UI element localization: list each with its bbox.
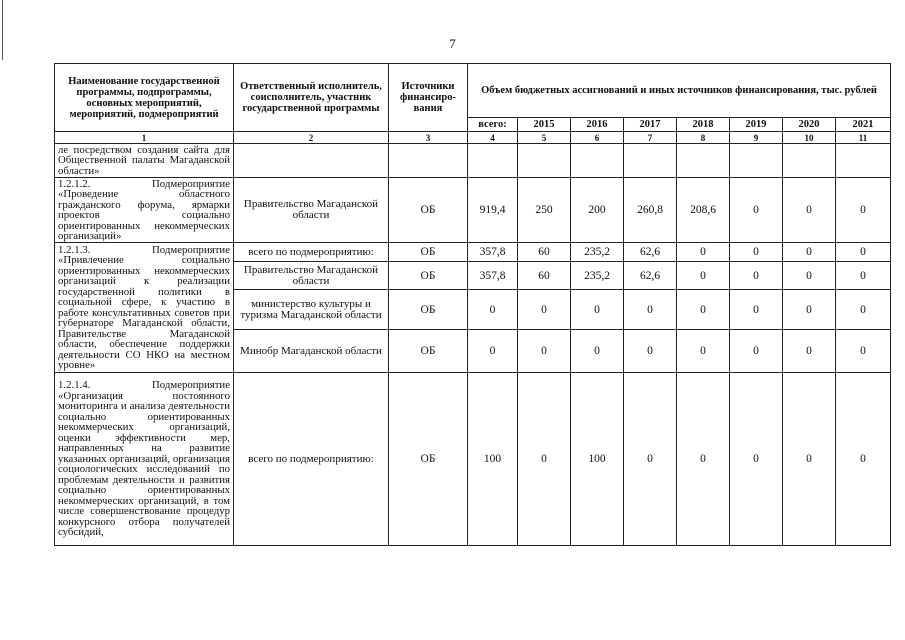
source-cell: ОБ [389, 290, 468, 330]
value-2021: 0 [836, 373, 891, 546]
source-cell: ОБ [389, 262, 468, 290]
column-number: 7 [624, 132, 677, 144]
value-total: 357,8 [468, 262, 518, 290]
empty-cell [389, 144, 468, 178]
value-2017: 0 [624, 290, 677, 330]
value-2016: 0 [571, 330, 624, 373]
value-2021: 0 [836, 262, 891, 290]
source-cell: ОБ [389, 373, 468, 546]
value-2019: 0 [730, 178, 783, 243]
value-2018: 208,6 [677, 178, 730, 243]
header-volume: Объем бюджетных ассигнований и иных источников финансирования, тыс. рублей [468, 64, 891, 118]
value-2015: 60 [518, 243, 571, 262]
value-2016: 200 [571, 178, 624, 243]
empty-cell [730, 144, 783, 178]
value-2021: 0 [836, 330, 891, 373]
empty-cell [783, 144, 836, 178]
value-total: 0 [468, 290, 518, 330]
budget-table [54, 63, 891, 546]
header-year: 2017 [624, 118, 677, 132]
value-2020: 0 [783, 178, 836, 243]
value-2015: 60 [518, 262, 571, 290]
executor-cell: Правительство Магаданской области [234, 178, 389, 243]
value-2020: 0 [783, 373, 836, 546]
table-row [55, 144, 891, 178]
value-2018: 0 [677, 243, 730, 262]
activity-name: 1.2.1.4. Подмероприятие «Организация постоянного мониторинга и анализа деятельности социально ориентированных некоммерческих организаций, оценки эффективности мер, направленных на развитие указанных организаций, организация социологических исследований по проблемам деятельности и развития социально ориентированных некоммерческих организаций, в том числе совершенствование процедур конкурсного отбора получателей субсидий, [55, 373, 234, 546]
value-2019: 0 [730, 330, 783, 373]
activity-name: 1.2.1.2. Подмероприятие «Проведение областного гражданского форума, ярмарки проектов социально ориентированных некоммерческих организаций» [55, 178, 234, 243]
header-year: 2019 [730, 118, 783, 132]
table-row [55, 178, 891, 243]
value-total: 357,8 [468, 243, 518, 262]
value-total: 100 [468, 373, 518, 546]
source-cell: ОБ [389, 330, 468, 373]
value-2016: 100 [571, 373, 624, 546]
empty-cell [836, 144, 891, 178]
value-2017: 62,6 [624, 243, 677, 262]
value-2015: 250 [518, 178, 571, 243]
value-2020: 0 [783, 262, 836, 290]
header-year: 2015 [518, 118, 571, 132]
value-2018: 0 [677, 330, 730, 373]
column-number: 11 [836, 132, 891, 144]
column-number: 4 [468, 132, 518, 144]
value-2016: 235,2 [571, 243, 624, 262]
value-2017: 0 [624, 330, 677, 373]
value-2021: 0 [836, 290, 891, 330]
value-2015: 0 [518, 330, 571, 373]
column-number-row [55, 132, 891, 144]
value-2021: 0 [836, 243, 891, 262]
header-executor: Ответственный исполнитель, соисполнитель, участник государственной программы [234, 64, 389, 132]
executor-cell: всего по подмероприятию: [234, 373, 389, 546]
value-total: 0 [468, 330, 518, 373]
column-number: 10 [783, 132, 836, 144]
table-row [55, 243, 891, 262]
value-2020: 0 [783, 243, 836, 262]
value-2017: 260,8 [624, 178, 677, 243]
activity-name: ле посредством создания сайта для Общественной палаты Магаданской области» [55, 144, 234, 178]
header-year: 2018 [677, 118, 730, 132]
value-2015: 0 [518, 290, 571, 330]
executor-cell: Правительство Магаданской области [234, 262, 389, 290]
value-2021: 0 [836, 178, 891, 243]
header-year: 2021 [836, 118, 891, 132]
empty-cell [234, 144, 389, 178]
value-2020: 0 [783, 330, 836, 373]
value-2015: 0 [518, 373, 571, 546]
value-2017: 0 [624, 373, 677, 546]
page-number: 7 [449, 36, 456, 51]
empty-cell [468, 144, 518, 178]
executor-cell: всего по подмероприятию: [234, 243, 389, 262]
empty-cell [677, 144, 730, 178]
value-total: 919,4 [468, 178, 518, 243]
column-number: 5 [518, 132, 571, 144]
header-source: Источники финансиро-вания [389, 64, 468, 132]
activity-name: 1.2.1.3. Подмероприятие «Привлечение социально ориентированных некоммерческих организаций к реализации государственной политики в социальной сфере, к участию в работе консультативных советов при губернаторе Магаданской области, Правительстве Магаданской области, обеспечение поддержки деятельности СО НКО на местном уровне» [55, 243, 234, 373]
empty-cell [518, 144, 571, 178]
value-2019: 0 [730, 243, 783, 262]
executor-cell: министерство культуры и туризма Магаданской области [234, 290, 389, 330]
header-year: 2016 [571, 118, 624, 132]
column-number: 3 [389, 132, 468, 144]
value-2019: 0 [730, 373, 783, 546]
executor-cell: Минобр Магаданской области [234, 330, 389, 373]
column-number: 9 [730, 132, 783, 144]
column-number: 8 [677, 132, 730, 144]
header-name: Наименование государственной программы, подпрограммы, основных мероприятий, мероприятий, подмероприятий [55, 64, 234, 132]
column-number: 2 [234, 132, 389, 144]
table-row [55, 373, 891, 546]
source-cell: ОБ [389, 178, 468, 243]
value-2018: 0 [677, 290, 730, 330]
value-2016: 235,2 [571, 262, 624, 290]
value-2018: 0 [677, 262, 730, 290]
value-2020: 0 [783, 290, 836, 330]
empty-cell [624, 144, 677, 178]
column-number: 6 [571, 132, 624, 144]
empty-cell [571, 144, 624, 178]
source-cell: ОБ [389, 243, 468, 262]
column-number: 1 [55, 132, 234, 144]
value-2018: 0 [677, 373, 730, 546]
header-year: 2020 [783, 118, 836, 132]
header-total: всего: [468, 118, 518, 132]
value-2017: 62,6 [624, 262, 677, 290]
value-2019: 0 [730, 290, 783, 330]
value-2019: 0 [730, 262, 783, 290]
value-2016: 0 [571, 290, 624, 330]
